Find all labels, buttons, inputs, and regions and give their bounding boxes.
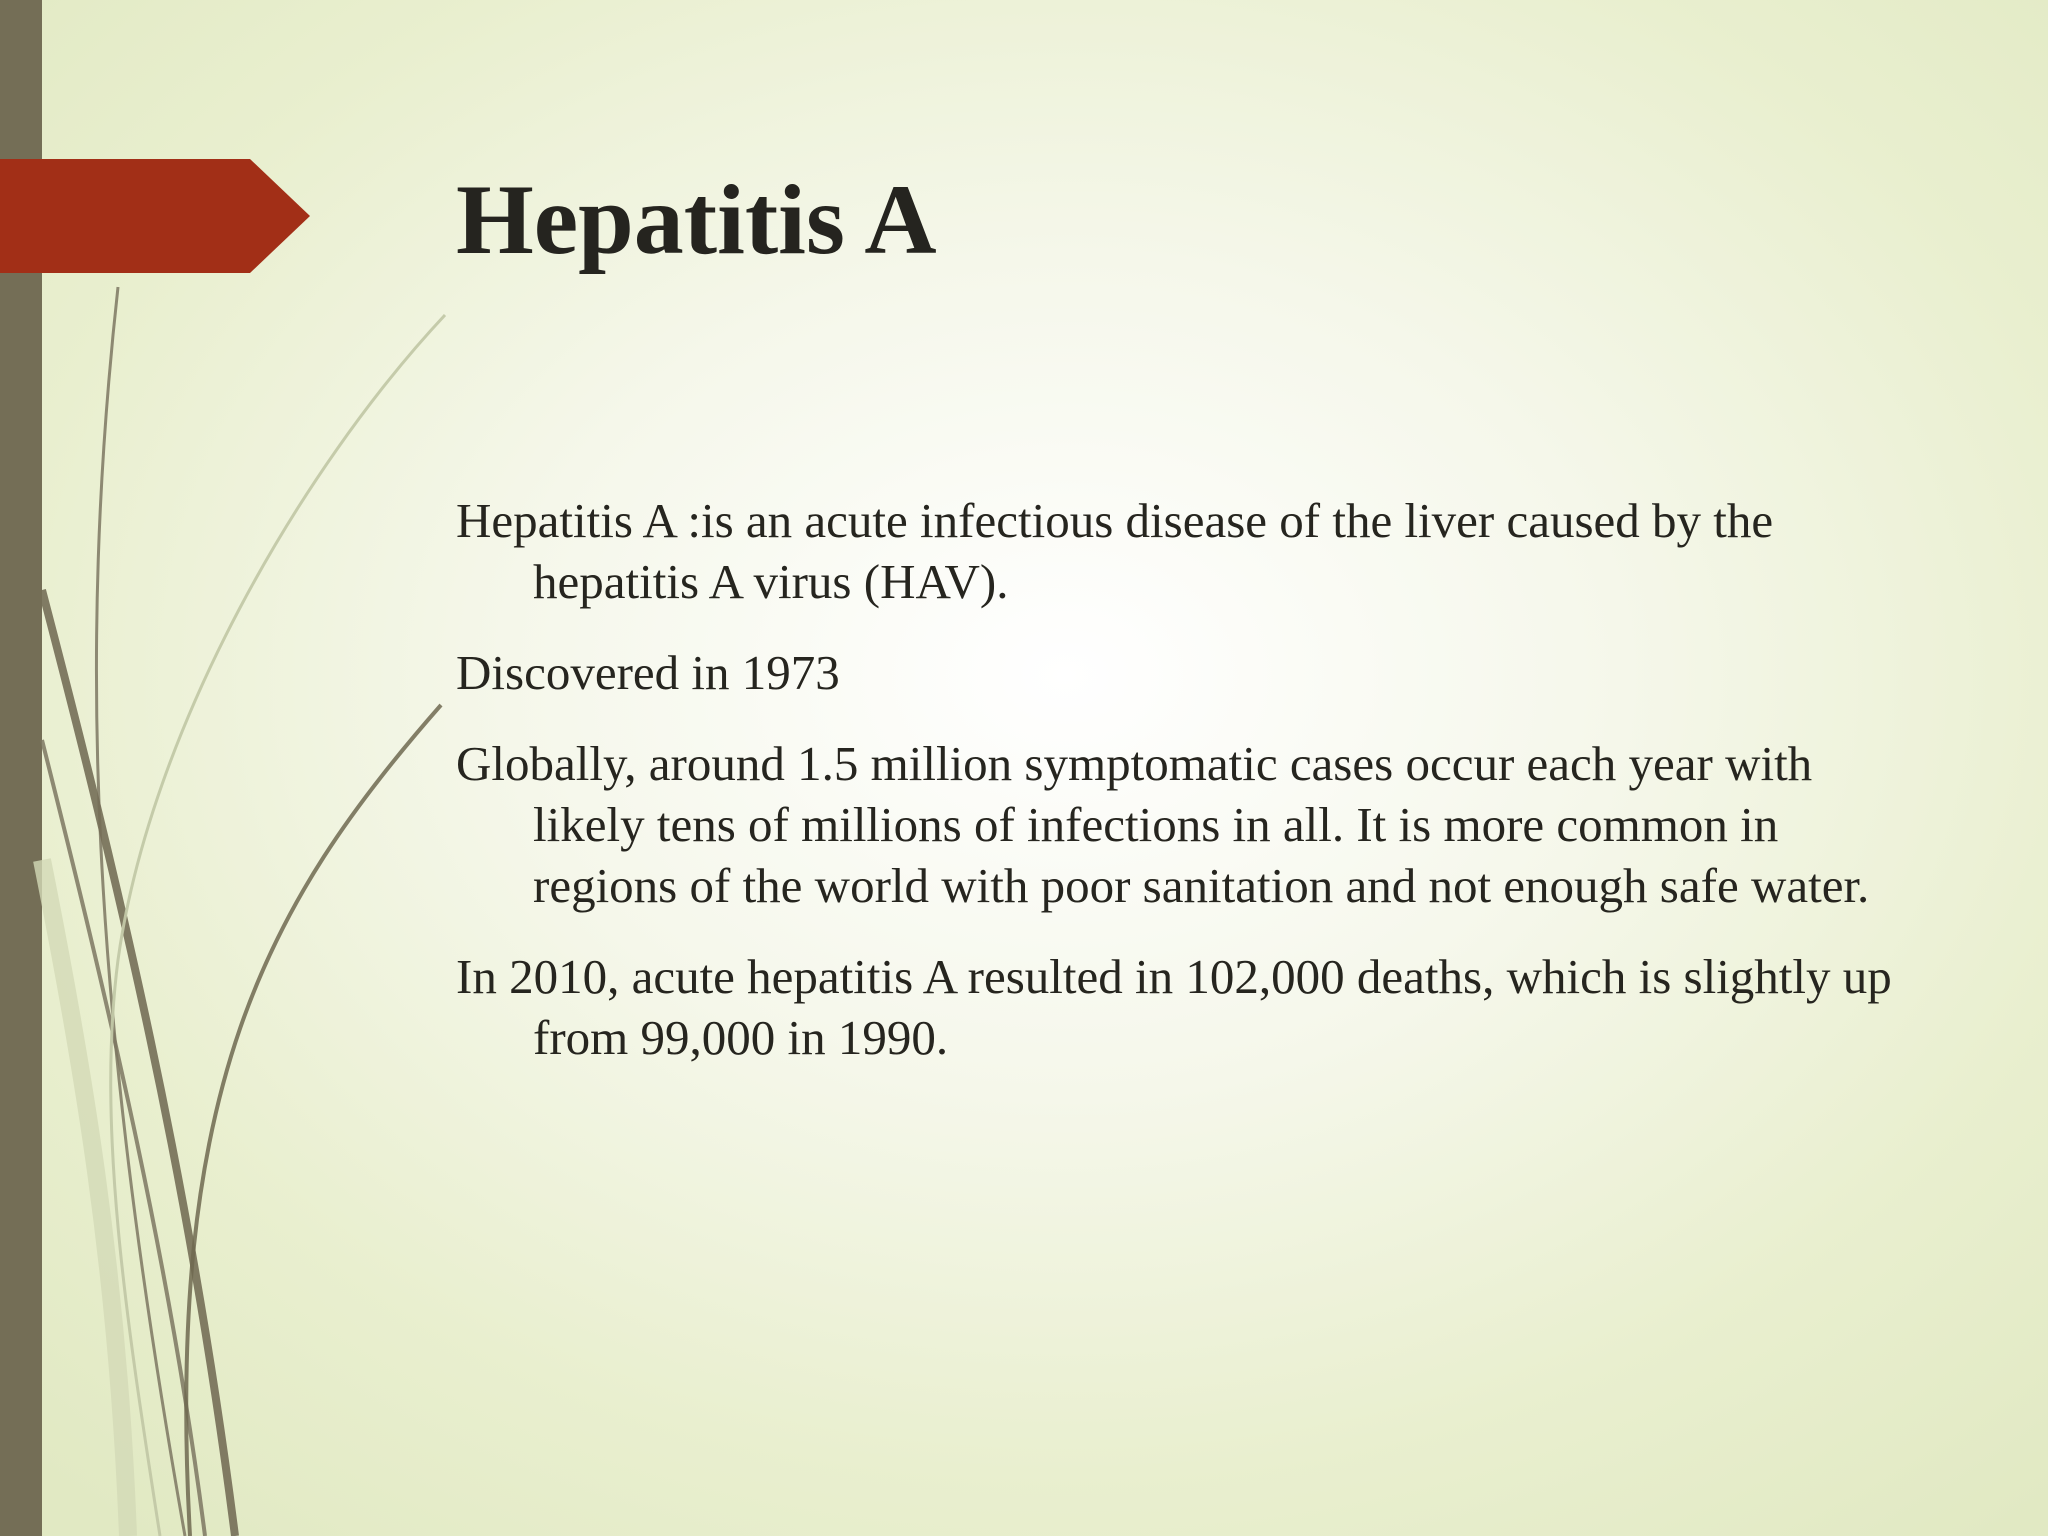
bullet-item: Hepatitis A :is an acute infectious disease of the liver caused by the hepatitis A virus (HAV). xyxy=(456,493,1774,609)
bullet-list xyxy=(456,490,1906,1098)
slide-title: Hepatitis A xyxy=(456,164,937,275)
title-accent-arrow xyxy=(0,159,310,273)
bullet-item: Discovered in 1973 xyxy=(456,645,840,700)
bullet-item: In 2010, acute hepatitis A resulted in 102,000 deaths, which is slightly up from 99,000 in 1990. xyxy=(456,949,1892,1065)
bullet-item: Globally, around 1.5 million symptomatic cases occur each year with likely tens of millions of infections in all. It is more common in regions of the world with poor sanitation and not enough safe water. xyxy=(456,736,1870,913)
